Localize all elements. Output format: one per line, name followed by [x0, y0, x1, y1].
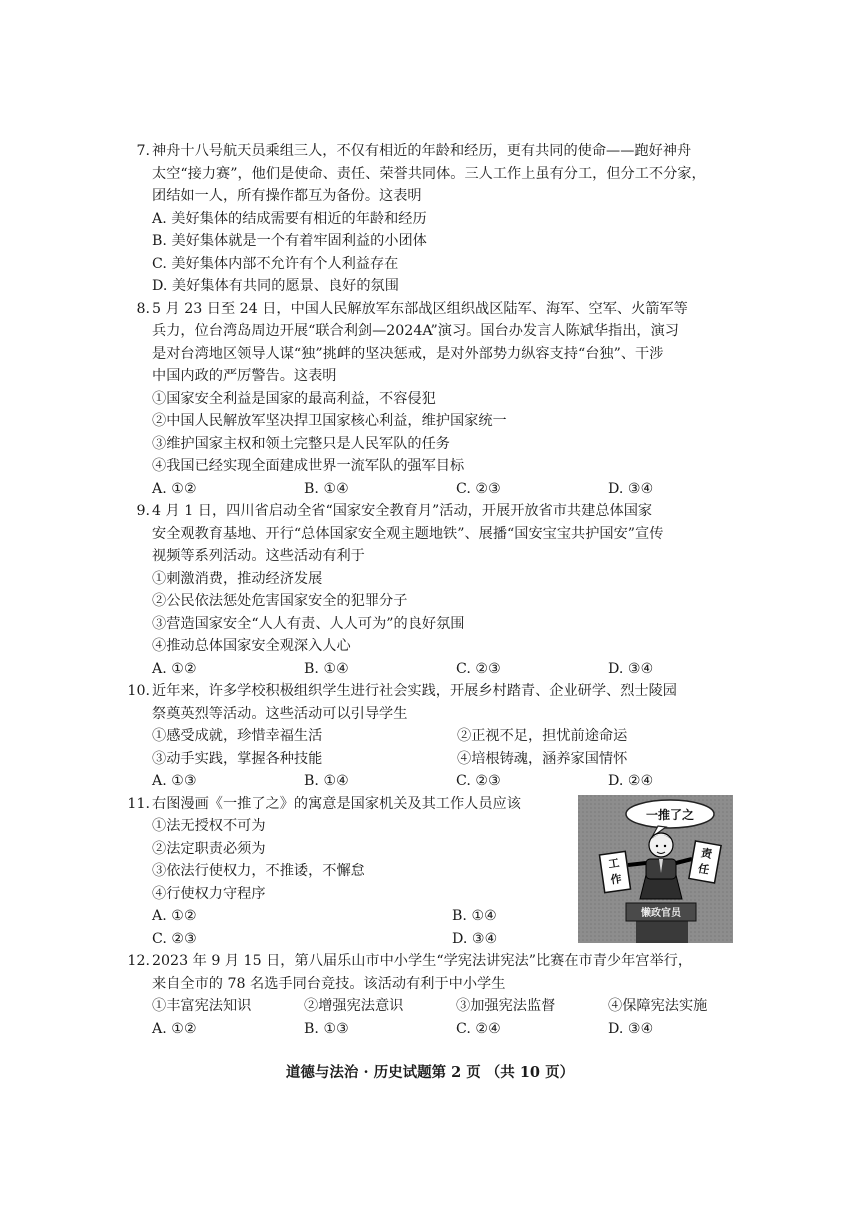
question-number: 9.: [136, 503, 150, 519]
statement-item: ③动手实践，掌握各种技能: [152, 750, 323, 767]
option-a: A. ①②: [152, 660, 197, 677]
statement-item: ②法定职责必须为: [152, 840, 266, 857]
option-b: B. ①④: [304, 660, 349, 677]
question-stem-line: 安全观教育基地、开行“总体国家安全观主题地铁”、展播“国安宝宝共护国安”宣传: [152, 525, 664, 542]
question-7: [126, 140, 736, 298]
question-stem-line: 太空“接力赛”，他们是使命、责任、荣誉共同体。三人工作上虽有分工，但分工不分家，: [152, 165, 706, 182]
option-d: D. ③④: [608, 1020, 654, 1037]
option-b: B. ①④: [304, 480, 349, 497]
question-stem-line: 中国内政的严厉警告。这表明: [152, 368, 337, 384]
option-a: A. ①②: [152, 1020, 197, 1037]
left-sign-text-1: 工: [607, 855, 621, 871]
option-b: B. ①④: [452, 908, 497, 924]
option-row: [152, 928, 552, 951]
option-row: [152, 1018, 736, 1041]
statement-item: ①刺激消费，推动经济发展: [152, 570, 323, 587]
question-stem-line: 来自全市的 78 名选手同台竞技。该活动有利于中小学生: [152, 975, 506, 992]
option-a: A. 美好集体的结成需要有相近的年龄和经历: [152, 210, 427, 227]
option-b: B. 美好集体就是一个有着牢固利益的小团体: [152, 233, 427, 249]
question-8: [126, 298, 736, 501]
statement-item: ②中国人民解放军坚决捍卫国家核心利益，维护国家统一: [152, 413, 507, 429]
statement-item: ③营造国家安全“人人有责、人人可为”的良好氛围: [152, 615, 465, 632]
question-12: [126, 950, 736, 1040]
question-stem-line: 兵力，位台湾岛周边开展“联合利剑—2024A”演习。国台办发言人陈斌华指出，演习: [152, 323, 679, 339]
option-c: C. ②③: [152, 930, 197, 947]
question-stem-line: 右图漫画《一推了之》的寓意是国家机关及其工作人员应该: [152, 795, 521, 812]
right-sign-text-2: 任: [697, 861, 711, 877]
option-c: C. ②③: [456, 773, 501, 789]
option-d: D. ②④: [608, 773, 654, 789]
pedestal-label: 懒政官员: [641, 907, 681, 919]
question-stem-line: 团结如一人，所有操作都互为备份。这表明: [152, 188, 422, 204]
option-d: D. ③④: [452, 930, 498, 947]
question-10: [126, 680, 736, 793]
statement-item: ④保障宪法实施: [608, 998, 708, 1014]
option-row: [152, 658, 736, 681]
statement-item: ①国家安全利益是国家的最高利益，不容侵犯: [152, 390, 436, 407]
question-9: [126, 500, 736, 680]
question-stem-line: 神舟十八号航天员乘组三人，不仅有相近的年龄和经历，更有共同的使命——跑好神舟: [152, 143, 692, 159]
option-c: C. 美好集体内部不允许有个人利益存在: [152, 255, 399, 272]
statement-item: ④行使权力守程序: [152, 885, 266, 902]
question-stem-line: 5 月 23 日至 24 日，中国人民解放军东部战区组织战区陆军、海军、空军、火箭军等: [152, 300, 688, 317]
question-number: 11.: [127, 795, 150, 812]
statement-row: [152, 995, 736, 1018]
option-d: D. 美好集体有共同的愿景、良好的氛围: [152, 278, 399, 294]
option-a: A. ①②: [152, 908, 197, 924]
question-stem-line: 祭奠英烈等活动。这些活动可以引导学生: [152, 705, 408, 722]
statement-item: ③维护国家主权和领土完整只是人民军队的任务: [152, 435, 450, 452]
left-sign-text-2: 作: [609, 871, 623, 887]
option-b: B. ①④: [304, 773, 349, 789]
option-d: D. ③④: [608, 660, 654, 677]
question-stem-line: 是对台湾地区领导人谋“独”挑衅的坚决惩戒，是对外部势力纵容支持“台独”、干涉: [152, 345, 664, 362]
question-number: 7.: [136, 143, 150, 159]
option-a: A. ①③: [152, 773, 197, 789]
question-stem-line: 近年来，许多学校积极组织学生进行社会实践，开展乡村踏青、企业研学、烈士陵园: [152, 683, 677, 699]
option-c: C. ②③: [456, 660, 501, 677]
question-stem-line: 视频等系列活动。这些活动有利于: [152, 548, 365, 564]
question-number: 8.: [136, 300, 150, 317]
option-row: [152, 905, 552, 928]
cartoon-title: 一推了之: [645, 807, 695, 822]
statement-row: [152, 748, 736, 771]
question-11: [126, 793, 736, 951]
question-number: 10.: [127, 683, 150, 699]
option-d: D. ③④: [608, 480, 654, 497]
page-footer: 道德与法治 · 历史试题第 2 页 （共 10 页）: [285, 1064, 575, 1081]
statement-item: ①丰富宪法知识: [152, 998, 252, 1014]
statement-item: ③依法行使权力，不推诿，不懈怠: [152, 863, 365, 879]
cartoon-image: [578, 795, 733, 943]
statement-row: [152, 725, 736, 748]
statement-item: ①法无授权不可为: [152, 818, 266, 834]
option-row: [152, 478, 736, 501]
statement-item: ④我国已经实现全面建成世界一流军队的强军目标: [152, 458, 465, 474]
right-sign-text-1: 责: [699, 845, 714, 861]
question-stem-line: 2023 年 9 月 15 日，第八届乐山市中小学生“学宪法讲宪法”比赛在市青少年宫举行，: [152, 953, 693, 969]
statement-item: ①感受成就，珍惜幸福生活: [152, 728, 323, 744]
statement-item: ②正视不足，担忧前途命运: [457, 728, 628, 744]
statement-item: ③加强宪法监督: [456, 998, 556, 1014]
option-row: [152, 770, 736, 793]
question-list: [126, 140, 736, 1040]
option-c: C. ②③: [456, 480, 501, 497]
statement-item: ④培根铸魂，涵养家国情怀: [457, 750, 628, 767]
statement-item: ②增强宪法意识: [304, 998, 404, 1014]
question-number: 12.: [127, 953, 150, 969]
question-stem-line: 4 月 1 日，四川省启动全省“国家安全教育月”活动，开展开放省市共建总体国家: [152, 503, 653, 519]
option-c: C. ②④: [456, 1020, 501, 1037]
pedestal: [636, 919, 688, 943]
option-a: A. ①②: [152, 480, 197, 497]
option-b: B. ①③: [304, 1020, 349, 1037]
statement-item: ④推动总体国家安全观深入人心: [152, 638, 351, 654]
statement-item: ②公民依法惩处危害国家安全的犯罪分子: [152, 593, 408, 609]
